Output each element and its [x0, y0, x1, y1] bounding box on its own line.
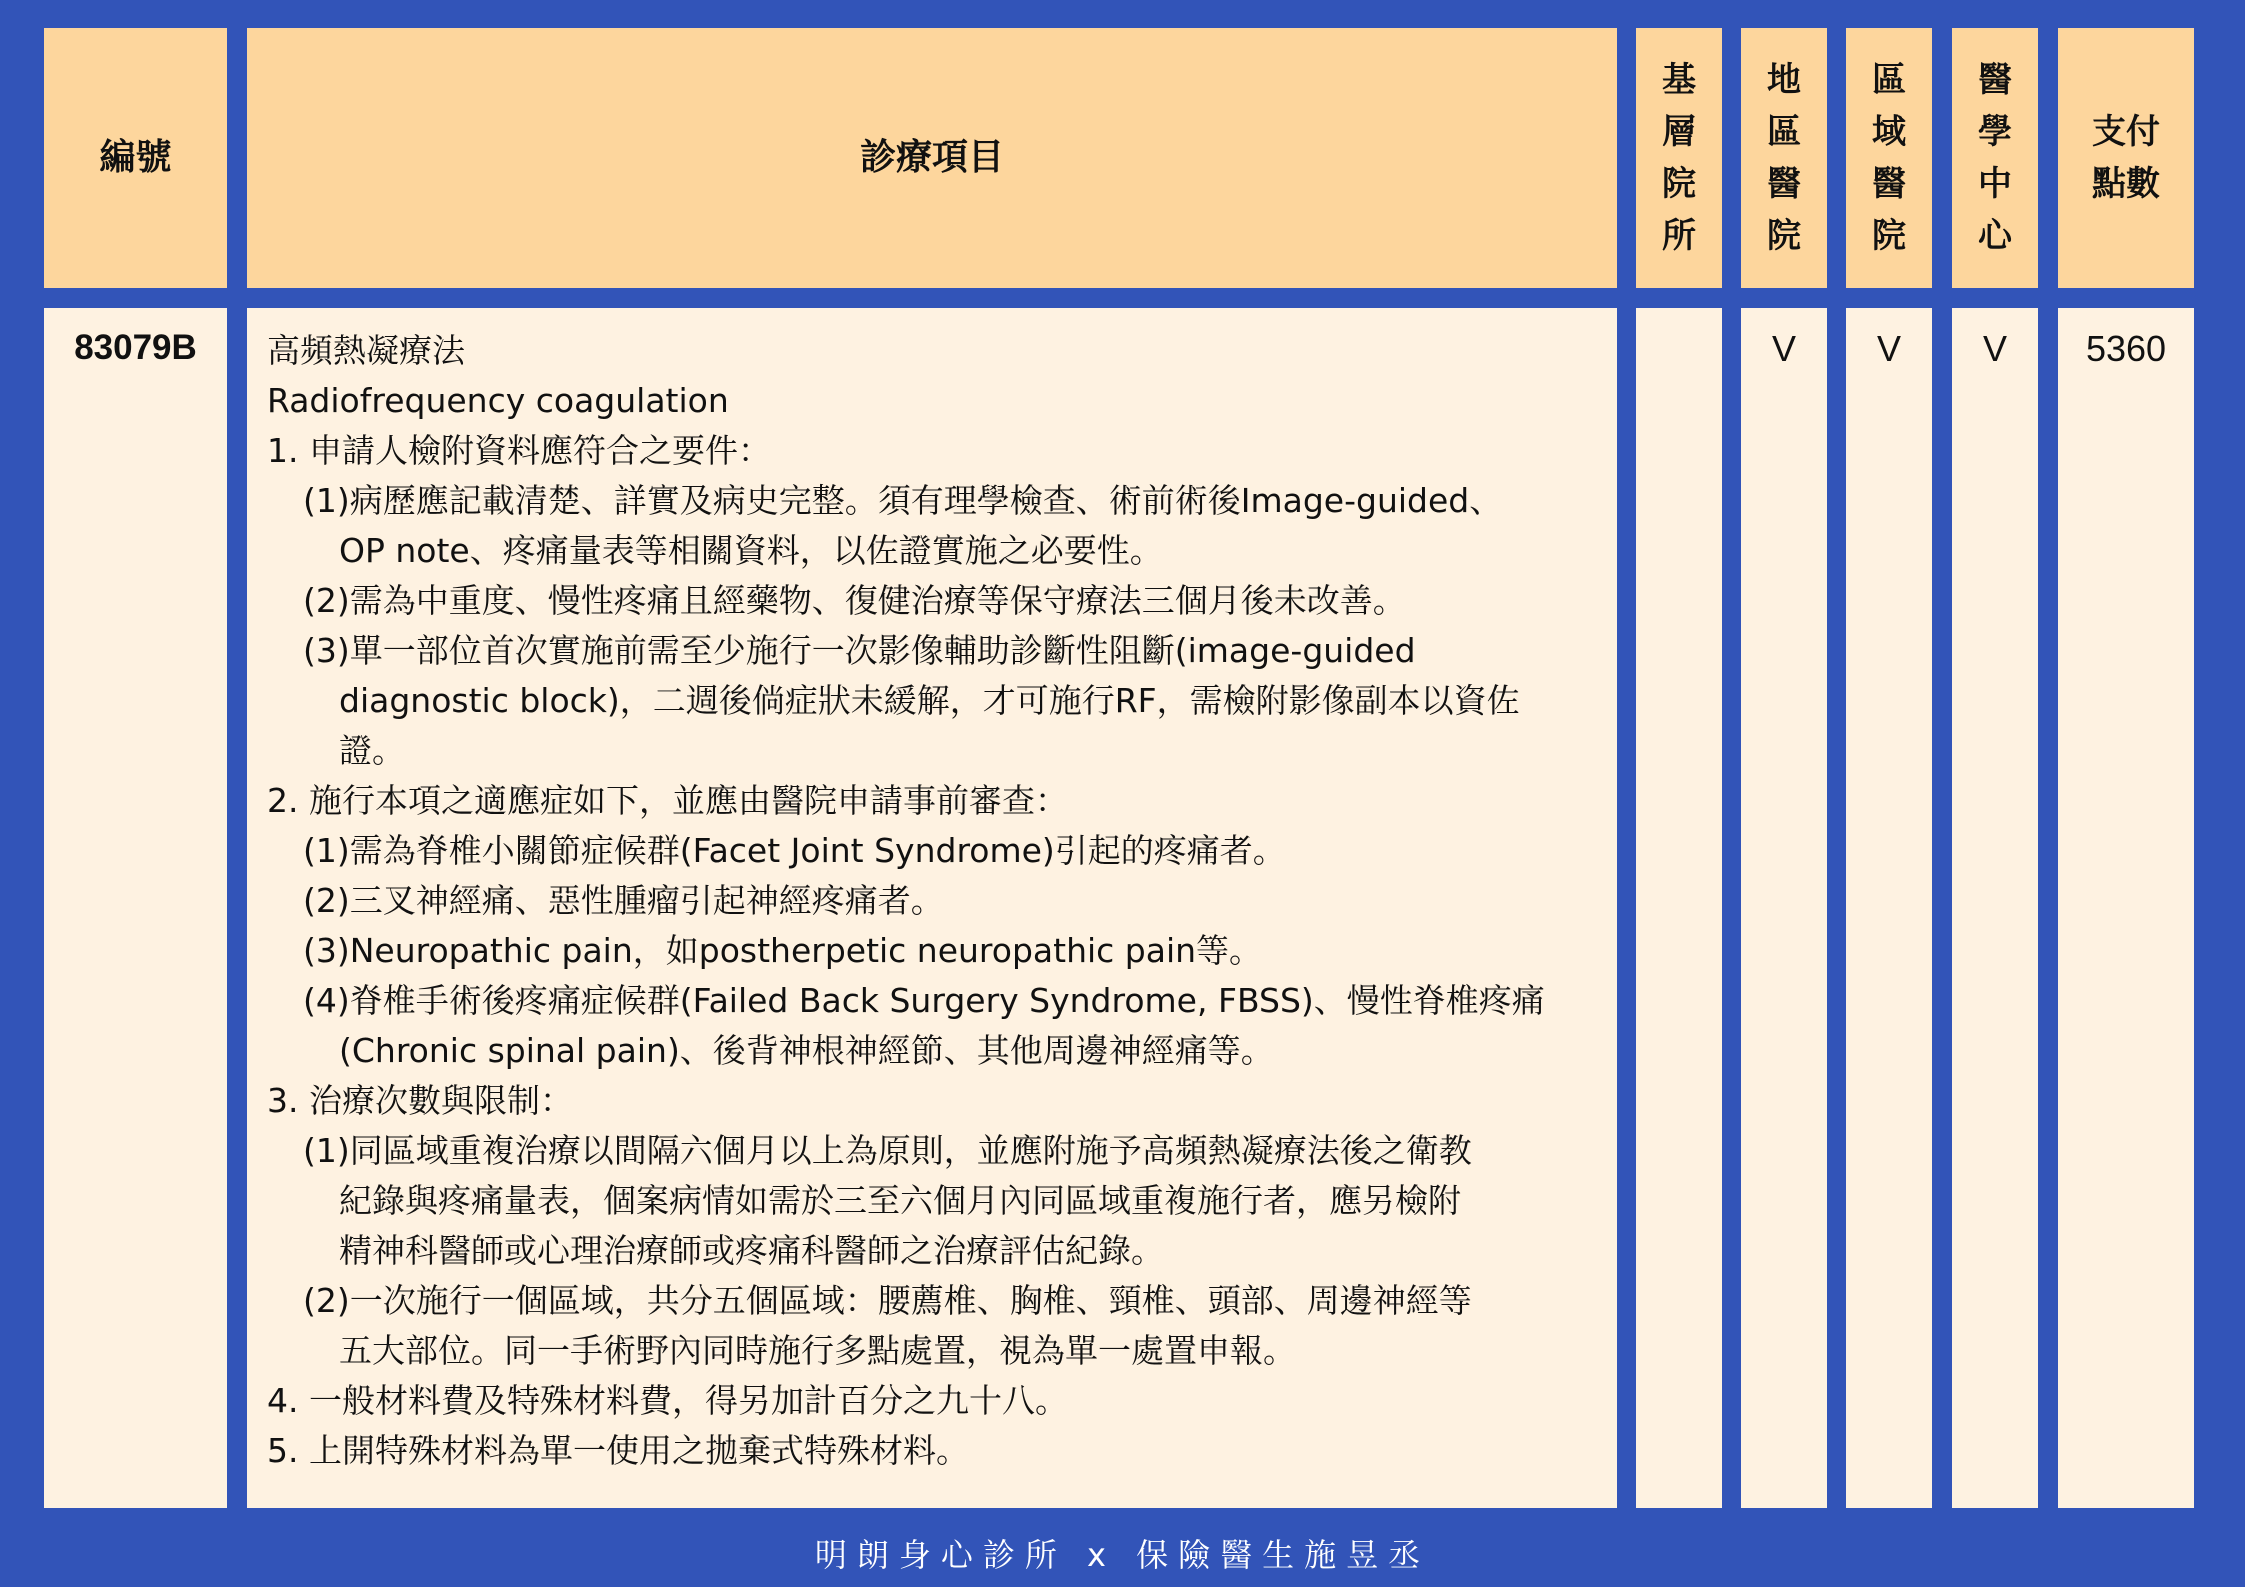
description-line: (4)脊椎手術後疼痛症候群(Failed Back Surgery Syndrome, FBSS)、慢性脊椎疼痛	[303, 981, 1545, 1020]
header-item	[247, 28, 1617, 288]
description-line: 高頻熱凝療法	[267, 331, 465, 370]
row-district	[1846, 308, 1932, 1508]
description-line: (2)需為中重度、慢性疼痛且經藥物、復健治療等保守療法三個月後未改善。	[303, 581, 1406, 620]
header-clinic	[1636, 28, 1722, 288]
description-line: 精神科醫師或心理治療師或疼痛科醫師之治療評估紀錄。	[339, 1231, 1164, 1270]
header-medical-center	[1952, 28, 2038, 288]
header-code	[44, 28, 227, 288]
row-points-value: 5360	[2085, 328, 2167, 369]
description-line: 證。	[339, 731, 405, 770]
row-regional-mark: V	[1771, 328, 1796, 369]
description-line: (1)需為脊椎小關節症候群(Facet Joint Syndrome)引起的疼痛者。	[303, 831, 1286, 870]
description-line: 3. 治療次數與限制：	[267, 1081, 573, 1120]
header-medical-center-label: 醫學中心	[1978, 60, 2012, 256]
description-line: (Chronic spinal pain)、後背神根神經節、其他周邊神經痛等。	[339, 1031, 1274, 1070]
description-line: diagnostic block)，二週後倘症狀未緩解，才可施行RF，需檢附影像副本以資佐	[339, 681, 1520, 720]
header-item-label: 診療項目	[859, 137, 1004, 178]
description-line: (1)同區域重複治療以間隔六個月以上為原則，並應附施予高頻熱凝療法後之衛教	[303, 1131, 1472, 1170]
header-district-label: 區域醫院	[1872, 60, 1906, 256]
row-description	[247, 308, 1617, 1508]
description-line: (3)單一部位首次實施前需至少施行一次影像輔助診斷性阻斷(image-guided	[303, 631, 1416, 670]
header-regional-hospital	[1741, 28, 1827, 288]
header-points	[2058, 28, 2194, 288]
row-code	[44, 308, 227, 1508]
header-district-hospital	[1846, 28, 1932, 288]
row-regional	[1741, 308, 1827, 1508]
row-district-mark: V	[1876, 328, 1901, 369]
row-medical-center-mark: V	[1982, 328, 2007, 369]
description-line: 5. 上開特殊材料為單一使用之拋棄式特殊材料。	[267, 1431, 969, 1470]
row-medical-center	[1952, 308, 2038, 1508]
header-clinic-label: 基層院所	[1662, 60, 1696, 256]
description-line: (2)三叉神經痛、惡性腫瘤引起神經疼痛者。	[303, 881, 944, 920]
description-line: (2)一次施行一個區域，共分五個區域：腰薦椎、胸椎、頸椎、頭部、周邊神經等	[303, 1281, 1472, 1320]
header-code-label: 編號	[99, 137, 172, 178]
description-line: Radiofrequency coagulation	[267, 381, 729, 420]
description-line: 4. 一般材料費及特殊材料費，得另加計百分之九十八。	[267, 1381, 1068, 1420]
description-line: 2. 施行本項之適應症如下，並應由醫院申請事前審查：	[267, 781, 1068, 820]
description-line: 紀錄與疼痛量表，個案病情如需於三至六個月內同區域重複施行者，應另檢附	[339, 1181, 1461, 1220]
description-line: 1. 申請人檢附資料應符合之要件：	[267, 431, 771, 470]
row-code-value: 83079B	[74, 328, 197, 367]
description-line: OP note、疼痛量表等相關資料，以佐證實施之必要性。	[339, 531, 1163, 570]
header-regional-label: 地區醫院	[1767, 60, 1801, 256]
description-line: (3)Neuropathic pain，如postherpetic neuropathic pain等。	[303, 931, 1263, 970]
header-points-label: 支付點數	[2092, 112, 2160, 204]
footer-credit: 明朗身心診所 x 保險醫生施昱丞	[814, 1536, 1431, 1574]
description-line: 五大部位。同一手術野內同時施行多點處置，視為單一處置申報。	[339, 1331, 1296, 1370]
description-line: (1)病歷應記載清楚、詳實及病史完整。須有理學檢查、術前術後Image-guided、	[303, 481, 1503, 520]
row-points	[2058, 308, 2194, 1508]
row-clinic	[1636, 308, 1722, 1508]
